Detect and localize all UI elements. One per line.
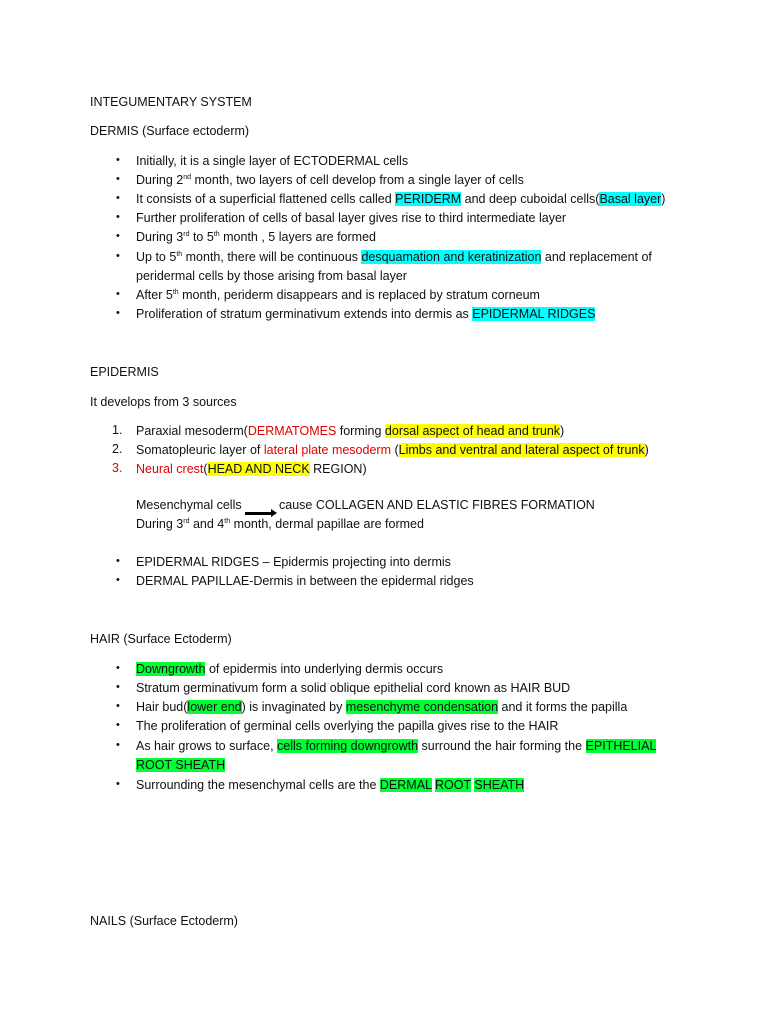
dermis-bullet-1: Initially, it is a single layer of ECTODERMAL cells	[136, 154, 409, 168]
highlight-head-neck: HEAD AND NECK	[207, 462, 310, 476]
bullet-icon: •	[116, 574, 120, 586]
highlight-root: ROOT	[435, 778, 471, 792]
highlight-dermal: DERMAL	[379, 778, 432, 792]
dermis-bullet-6: Up to 5th month, there will be continuous desquamation and keratinization and replacement of	[136, 250, 652, 264]
hair-bullet-3: Hair bud(lower end) is invaginated by mesenchyme condensation and it forms the papilla	[136, 700, 628, 714]
mesenchymal-result: cause COLLAGEN AND ELASTIC FIBRES FORMATION	[279, 498, 595, 512]
mesenchymal-line: Mesenchymal cells	[136, 498, 242, 512]
highlight-dorsal-aspect: dorsal aspect of head and trunk	[384, 424, 561, 438]
hair-bullet-5-line2	[136, 757, 225, 773]
document-title: INTEGUMENTARY SYSTEM	[90, 95, 252, 109]
bullet-icon: •	[116, 250, 120, 262]
dermis-bullet-3: It consists of a superficial flattened cells called PERIDERM and deep cuboidal cells(Basal layer)	[136, 192, 666, 206]
epidermis-source-2: Somatopleuric layer of lateral plate mesoderm (Limbs and ventral and lateral aspect of trunk)	[136, 443, 649, 457]
bullet-icon: •	[116, 662, 120, 674]
highlight-root-sheath: ROOT SHEATH	[136, 758, 226, 772]
bullet-icon: •	[116, 192, 120, 204]
bullet-icon: •	[116, 555, 120, 567]
hair-bullet-5: As hair grows to surface, cells forming downgrowth surround the hair forming the EPITHELIAL	[136, 739, 657, 753]
highlight-epidermal-ridges: EPIDERMAL RIDGES	[472, 307, 596, 321]
bullet-icon: •	[116, 778, 120, 790]
epidermis-intro: It develops from 3 sources	[90, 395, 237, 409]
highlight-lower-end: lower end	[187, 700, 242, 714]
dermis-bullet-5: During 3rd to 5th month , 5 layers are formed	[136, 230, 376, 244]
nails-heading: NAILS (Surface Ectoderm)	[90, 914, 238, 928]
highlight-limbs: Limbs and ventral and lateral aspect of trunk	[398, 443, 645, 457]
hair-bullet-1: Downgrowth of epidermis into underlying dermis occurs	[136, 662, 444, 676]
highlight-sheath: SHEATH	[474, 778, 525, 792]
epidermis-source-3: Neural crest(HEAD AND NECK REGION)	[136, 462, 367, 476]
hair-heading: HAIR (Surface Ectoderm)	[90, 632, 232, 646]
list-number: 1.	[112, 423, 123, 437]
dermis-bullet-2: During 2nd month, two layers of cell develop from a single layer of cells	[136, 173, 524, 187]
arrow-right-icon	[245, 512, 273, 515]
highlight-cells-forming-downgrowth: cells forming downgrowth	[277, 739, 419, 753]
bullet-icon: •	[116, 700, 120, 712]
hair-bullet-2: Stratum germinativum form a solid oblique epithelial cord known as HAIR BUD	[136, 681, 571, 695]
dermis-bullet-8: Proliferation of stratum germinativum extends into dermis as EPIDERMAL RIDGES	[136, 307, 596, 321]
list-number: 2.	[112, 442, 123, 456]
dermis-bullet-7: After 5th month, periderm disappears and is replaced by stratum corneum	[136, 288, 540, 302]
epidermis-heading: EPIDERMIS	[90, 365, 159, 379]
bullet-icon: •	[116, 307, 120, 319]
dermis-bullet-6-line2: peridermal cells by those arising from basal layer	[136, 269, 407, 283]
dermis-heading: DERMIS (Surface ectoderm)	[90, 124, 250, 138]
highlight-epithelial: EPITHELIAL	[585, 739, 657, 753]
bullet-icon: •	[116, 230, 120, 242]
epidermis-bullet-1: EPIDERMAL RIDGES – Epidermis projecting into dermis	[136, 555, 451, 569]
dermal-papillae-timing: During 3rd and 4th month, dermal papillae are formed	[136, 517, 424, 531]
bullet-icon: •	[116, 739, 120, 751]
bullet-icon: •	[116, 681, 120, 693]
highlight-downgrowth: Downgrowth	[136, 662, 206, 676]
bullet-icon: •	[116, 211, 120, 223]
highlight-basal-layer: Basal layer	[599, 192, 662, 206]
hair-bullet-6: Surrounding the mesenchymal cells are the DERMAL ROOT SHEATH	[136, 778, 525, 792]
highlight-desquamation: desquamation and keratinization	[361, 250, 542, 264]
highlight-mesenchyme-condensation: mesenchyme condensation	[345, 700, 499, 714]
bullet-icon: •	[116, 719, 120, 731]
bullet-icon: •	[116, 288, 120, 300]
epidermis-source-1: Paraxial mesoderm(DERMATOMES forming dorsal aspect of head and trunk)	[136, 424, 565, 438]
epidermis-bullet-2: DERMAL PAPILLAE-Dermis in between the epidermal ridges	[136, 574, 474, 588]
bullet-icon: •	[116, 173, 120, 185]
hair-bullet-4: The proliferation of germinal cells overlying the papilla gives rise to the HAIR	[136, 719, 559, 733]
list-number: 3.	[112, 461, 123, 475]
bullet-icon: •	[116, 154, 120, 166]
highlight-periderm: PERIDERM	[395, 192, 462, 206]
dermis-bullet-4: Further proliferation of cells of basal layer gives rise to third intermediate layer	[136, 211, 567, 225]
